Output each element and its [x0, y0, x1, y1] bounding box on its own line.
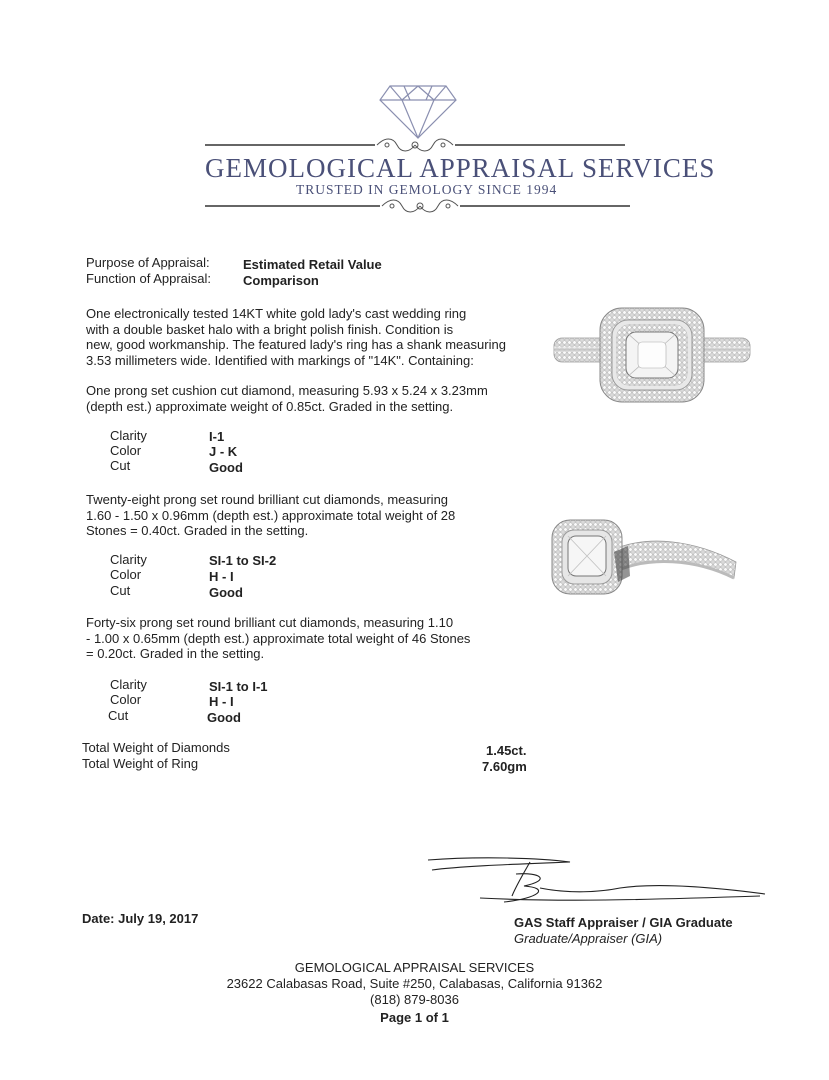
- stone2-color-label: Color: [110, 567, 142, 582]
- intro-line: One electronically tested 14KT white gold lady's cast wedding ring: [86, 306, 467, 321]
- stone2-cut-label: Cut: [110, 583, 131, 598]
- stone2-line: Twenty-eight prong set round brilliant cut diamonds, measuring: [86, 492, 449, 507]
- stone1-color-value: J - K: [209, 444, 238, 459]
- total-ring-value: 7.60gm: [482, 759, 527, 774]
- logo: [0, 0, 829, 220]
- total-diamonds-label: Total Weight of Diamonds: [82, 740, 230, 755]
- stone1-clarity-value: I-1: [209, 429, 225, 444]
- stone2-line: 1.60 - 1.50 x 0.96mm (depth est.) approximate total weight of 28: [86, 507, 456, 523]
- stone3-cut-value: Good: [207, 710, 241, 725]
- purpose-value: Estimated Retail Value: [243, 257, 382, 272]
- stone2-cut-value: Good: [209, 585, 243, 600]
- purpose-label: Purpose of Appraisal:: [86, 255, 210, 270]
- stone2-description: [86, 492, 526, 539]
- stone3-color-value: H - I: [209, 694, 234, 709]
- stone1-clarity-label: Clarity: [110, 428, 147, 443]
- stone2-clarity-label: Clarity: [110, 552, 147, 567]
- ornament-divider-top: [205, 135, 625, 155]
- logo-title: GEMOLOGICAL APPRAISAL SERVICES: [205, 153, 716, 183]
- stone1-color-label: Color: [110, 443, 142, 458]
- total-ring-label: Total Weight of Ring: [82, 756, 199, 771]
- ring-photo-side-view: [548, 512, 738, 602]
- stone1-line: (depth est.) approximate weight of 0.85ct. Graded in the setting.: [86, 398, 454, 414]
- logo-tagline: TRUSTED IN GEMOLOGY SINCE 1994: [296, 182, 558, 197]
- ring-photo-top-view: [552, 300, 752, 410]
- footer-company: GEMOLOGICAL APPRAISAL SERVICES: [294, 960, 535, 975]
- appraiser-title: GAS Staff Appraiser / GIA Graduate: [514, 915, 733, 930]
- total-diamonds-value: 1.45ct.: [486, 743, 527, 758]
- stone3-color-label: Color: [110, 692, 142, 707]
- footer-address: 23622 Calabasas Road, Suite #250, Calabasas, California 91362: [226, 976, 603, 991]
- stone3-clarity-value: SI-1 to I-1: [209, 679, 268, 694]
- stone1-cut-value: Good: [209, 460, 243, 475]
- stone3-line: = 0.20ct. Graded in the setting.: [86, 646, 265, 661]
- ornament-divider-bottom: [205, 196, 630, 216]
- stone2-clarity-value: SI-1 to SI-2: [209, 553, 277, 568]
- stone3-line: - 1.00 x 0.65mm (depth est.) approximate total weight of 46 Stones: [86, 630, 471, 646]
- appraisal-date: Date: July 19, 2017: [82, 911, 199, 926]
- stone2-line: Stones = 0.40ct. Graded in the setting.: [86, 523, 309, 538]
- stone3-cut-label: Cut: [108, 708, 129, 723]
- intro-paragraph: [86, 306, 526, 368]
- stone1-description: [86, 383, 526, 414]
- stone3-clarity-label: Clarity: [110, 677, 147, 692]
- appraiser-subtitle: Graduate/Appraiser (GIA): [514, 931, 663, 946]
- intro-line: 3.53 millimeters wide. Identified with markings of "14K". Containing:: [86, 352, 474, 368]
- stone3-description: [86, 615, 526, 662]
- intro-line: with a double basket halo with a bright polish finish. Condition is: [86, 321, 454, 337]
- function-value: Comparison: [243, 273, 319, 288]
- function-label: Function of Appraisal:: [86, 271, 212, 286]
- footer-phone: (818) 879-8036: [370, 992, 459, 1007]
- stone1-line: One prong set cushion cut diamond, measuring 5.93 x 5.24 x 3.23mm: [86, 383, 488, 398]
- stone1-cut-label: Cut: [110, 458, 131, 473]
- stone2-color-value: H - I: [209, 569, 234, 584]
- stone3-line: Forty-six prong set round brilliant cut diamonds, measuring 1.10: [86, 615, 454, 630]
- page-number: Page 1 of 1: [380, 1010, 449, 1025]
- intro-line: new, good workmanship. The featured lady's ring has a shank measuring: [86, 337, 506, 352]
- diamond-icon: [378, 82, 458, 142]
- signature: [420, 852, 780, 912]
